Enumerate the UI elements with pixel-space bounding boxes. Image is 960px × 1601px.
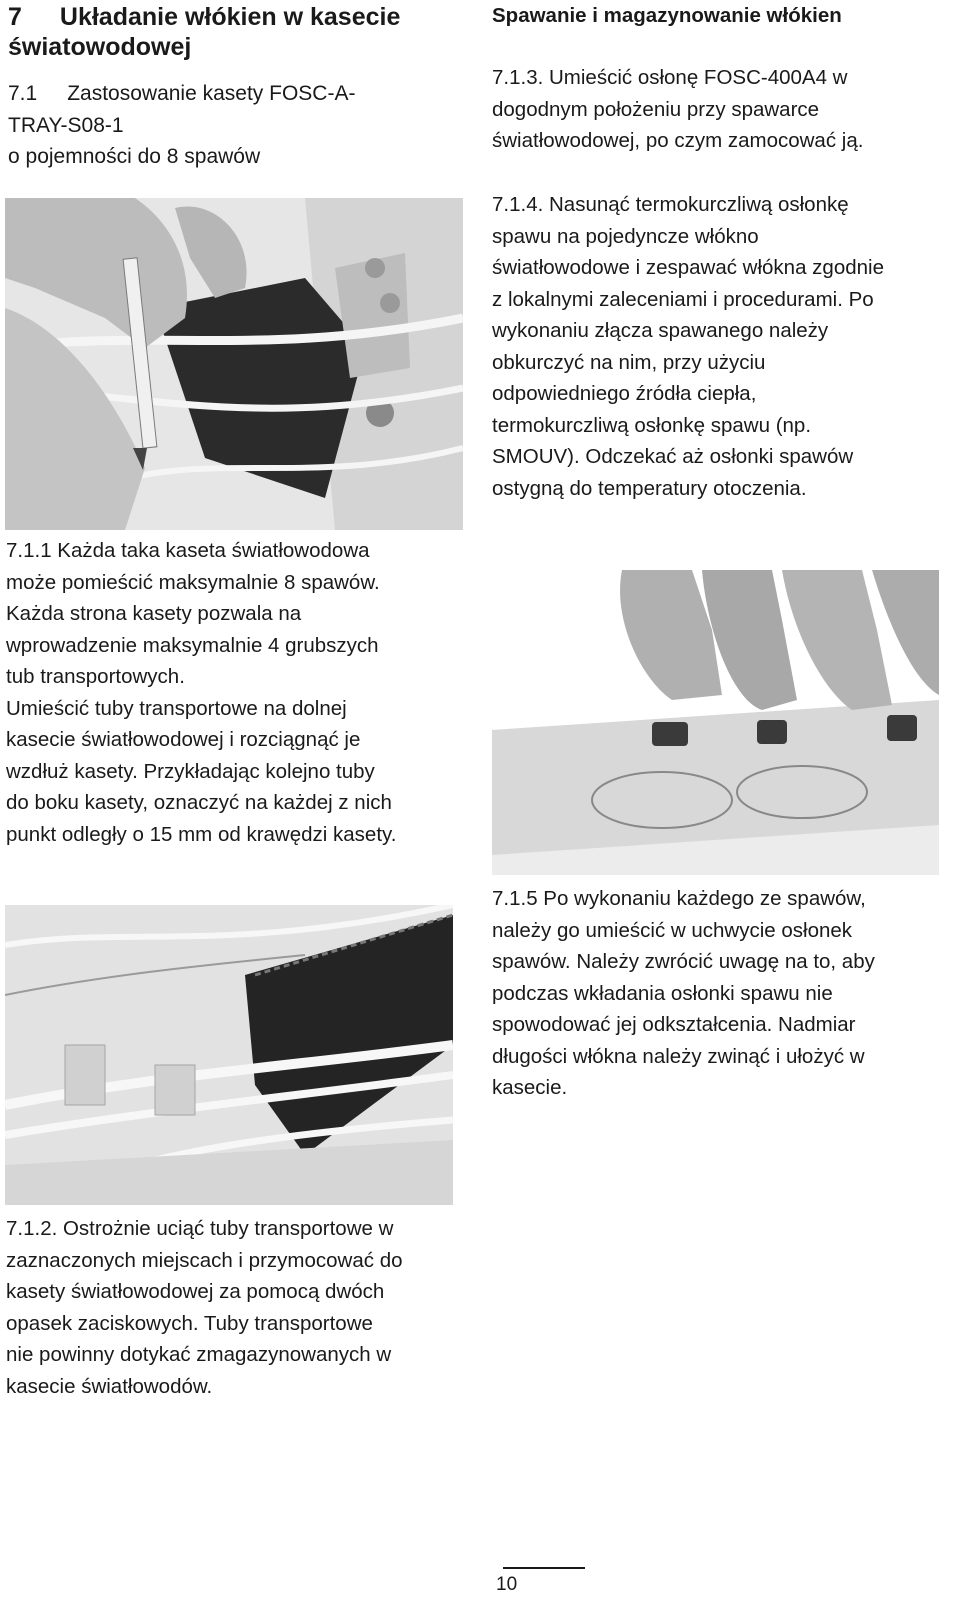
text-line: z lokalnymi zaleceniami i procedurami. Po	[492, 287, 874, 311]
text-line: do boku kasety, oznaczyć na każdej z nich	[6, 791, 392, 814]
text-line: kasecie światłowodowej i rozciągnąć je	[6, 728, 361, 751]
text-line: kasecie.	[492, 1076, 568, 1099]
text-line: światłowodowej, po czym zamocować ją.	[492, 129, 864, 152]
text-line: 7.1.4. Nasunąć termokurczliwą osłonkę	[492, 193, 849, 216]
text-line: kasety światłowodowej za pomocą dwóch	[6, 1280, 385, 1303]
section-title-line1: Układanie włókien w kasecie	[59, 3, 401, 31]
subsection-heading	[8, 78, 478, 173]
text-line: nie powinny dotykać zmagazynowanych w	[6, 1343, 392, 1366]
text-line: długości włókna należy zwinąć i ułożyć w	[492, 1044, 865, 1068]
paragraph-7-1-1	[6, 535, 476, 850]
page-number: 10	[496, 1574, 518, 1595]
text-line: 7.1.5 Po wykonaniu każdego ze spawów,	[492, 887, 866, 910]
text-line: SMOUV). Odczekać aż osłonki spawów	[492, 445, 854, 468]
text-line: spowodować jej odkształcenia. Nadmiar	[492, 1013, 856, 1036]
paragraph-7-1-3	[492, 62, 952, 157]
text-line: spawu na pojedyncze włókno	[492, 224, 759, 248]
text-line: termokurczliwą osłonkę spawu (np.	[492, 413, 812, 437]
text-line: kasecie światłowodów.	[6, 1374, 213, 1398]
section-heading	[8, 2, 478, 62]
text-line: tub transportowych.	[6, 665, 185, 688]
photo-placing-splices	[492, 570, 939, 875]
section-number: 7	[8, 3, 22, 31]
text-line: obkurczyć na nim, przy użyciu	[492, 350, 766, 374]
text-line: 7.1.1 Każda taka kaseta światłowodowa	[6, 539, 370, 562]
text-line: punkt odległy o 15 mm od krawędzi kasety.	[6, 822, 397, 846]
text-line: spawów. Należy zwrócić uwagę na to, aby	[492, 950, 875, 973]
text-line: dogodnym położeniu przy spawarce	[492, 97, 820, 121]
text-line: 7.1.3. Umieścić osłonę FOSC-400A4 w	[492, 66, 848, 89]
text-line: może pomieścić maksymalnie 8 spawów.	[6, 570, 380, 594]
paragraph-7-1-5	[492, 883, 952, 1104]
paragraph-7-1-2	[6, 1213, 476, 1402]
section-title-line2: światowodowej	[8, 33, 192, 61]
footer-rule	[503, 1567, 585, 1569]
photo-marking-tubes	[5, 198, 463, 530]
text-line: zaznaczonych miejscach i przymocować do	[6, 1248, 403, 1272]
text-line: wykonaniu złącza spawanego należy	[492, 319, 829, 342]
text-line: podczas wkładania osłonki spawu nie	[492, 981, 833, 1005]
right-column-header: Spawanie i magazynowanie włókien	[492, 4, 842, 27]
subsection-line3: o pojemności do 8 spawów	[8, 145, 261, 168]
subsection-number: 7.1	[8, 82, 38, 105]
subsection-line2: TRAY-S08-1	[8, 113, 124, 137]
text-line: opasek zaciskowych. Tuby transportowe	[6, 1311, 373, 1335]
text-line: Każda strona kasety pozwala na	[6, 602, 302, 625]
text-line: ostygną do temperatury otoczenia.	[492, 476, 807, 500]
text-line: światłowodowe i zespawać włókna zgodnie	[492, 256, 884, 279]
text-line: wzdłuż kasety. Przykładając kolejno tuby	[6, 759, 375, 783]
text-line: należy go umieścić w uchwycie osłonek	[492, 918, 853, 942]
photo-cassette-tubes	[5, 905, 453, 1205]
text-line: 7.1.2. Ostrożnie uciąć tuby transportowe w	[6, 1217, 394, 1240]
text-line: Umieścić tuby transportowe na dolnej	[6, 696, 347, 720]
text-line: odpowiedniego źródła ciepła,	[492, 382, 757, 405]
paragraph-7-1-4	[492, 189, 952, 504]
subsection-line1: Zastosowanie kasety FOSC-A-	[67, 82, 356, 105]
text-line: wprowadzenie maksymalnie 4 grubszych	[6, 633, 379, 657]
